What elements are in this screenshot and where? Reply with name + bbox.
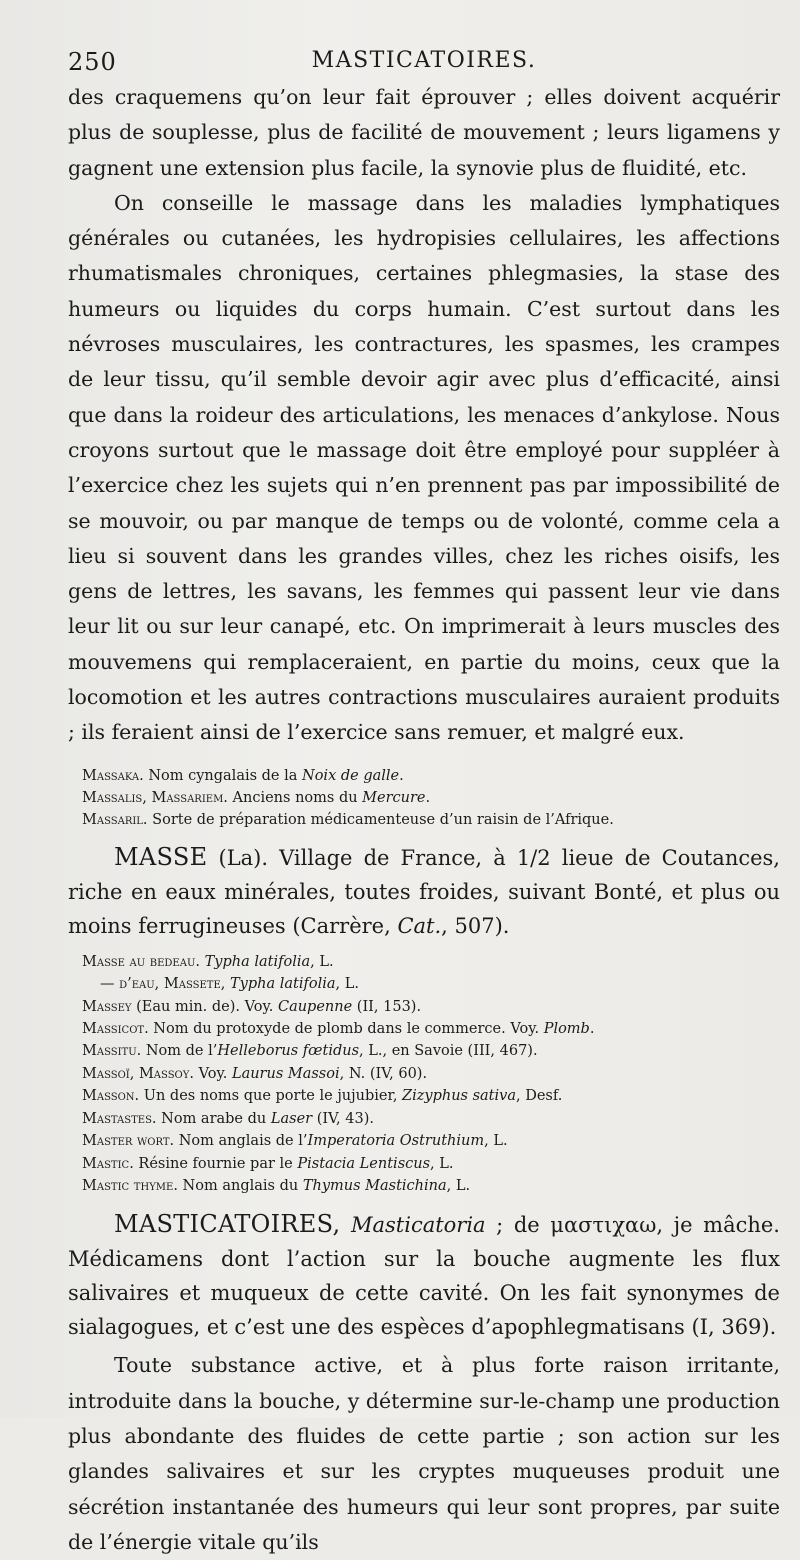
dictionary-entry (68, 973, 780, 995)
entry-italic: Laurus Massoi (231, 1065, 340, 1082)
dictionary-entry (68, 1063, 780, 1085)
entry-italic: Typha latifolia (230, 976, 336, 993)
dictionary-entry (68, 1040, 780, 1062)
entry-headword: Massoï, Massoy. (82, 1065, 194, 1082)
dictionary-entry (68, 809, 780, 831)
entry-tail: , L. (310, 953, 334, 970)
entry-headword: Massicot. (82, 1021, 149, 1038)
entry-group-masse (68, 951, 780, 1197)
entry-italic: Helleborus fœtidus (217, 1043, 360, 1060)
entry-tail: , L., en Savoie (III, 467). (359, 1043, 538, 1060)
entry-text: Un des noms que porte le jujubier, (139, 1088, 403, 1105)
running-head: MASTICATOIRES. (311, 48, 537, 73)
entry-italic: Pistacia Lentiscus (297, 1155, 431, 1172)
entry-italic: Masticatoria (340, 1213, 486, 1238)
entry-headword: Master wort. (82, 1133, 175, 1150)
entry-italic: Thymus Mastichina (302, 1177, 447, 1194)
dictionary-entry (68, 1153, 780, 1175)
page-number: 250 (68, 48, 117, 76)
entry-text: Nom anglais du (177, 1177, 303, 1194)
entry-tail: , N. (IV, 60). (339, 1065, 428, 1082)
entry-tail: (IV, 43). (312, 1110, 374, 1127)
entry-masse (68, 840, 780, 943)
entry-headword: Massaril. (82, 812, 148, 829)
entry-headword: Massaka. (82, 767, 144, 784)
entry-italic: Noix de galle (302, 767, 400, 784)
entry-italic: Zizyphus sativa (402, 1088, 516, 1105)
paragraph-bottom: Toute substance active, et à plus forte raison irritante, introduite dans la bouche, y détermine sur-le-champ une production plus abondante des fluides de cette partie ; son action sur les glandes salivaires et sur les cryptes muqueuses produit une sécrétion instantanée des humeurs qui leur sont propres, par suite de l’énergie vitale qu’ils (68, 1353, 780, 1554)
dictionary-entry (68, 1018, 780, 1040)
dictionary-entry (68, 1085, 780, 1107)
dictionary-entry (68, 996, 780, 1018)
entry-headword: MASSE (114, 842, 208, 871)
entry-text: Nom de l’ (141, 1043, 218, 1060)
entry-tail: . (425, 790, 431, 807)
entry-text: Résine fournie par le (133, 1155, 298, 1172)
entry-text: Nom anglais de l’ (174, 1133, 308, 1150)
entry-headword: Massey (82, 998, 132, 1015)
entry-tail: . (399, 767, 404, 784)
entry-italic: Typha latifolia (204, 953, 311, 970)
entry-text: Nom arabe du (156, 1110, 271, 1127)
entry-text: Sorte de préparation médicamenteuse d’un raisin de l’Afrique. (147, 812, 614, 829)
entry-text: Voy. (193, 1065, 232, 1082)
entry-italic: Mercure (362, 790, 426, 807)
entry-tail: , Desf. (516, 1088, 563, 1105)
entry-headword: — d’eau, Massete, (100, 976, 226, 993)
entry-headword: Masson. (82, 1088, 140, 1105)
entry-group-massaka (68, 765, 780, 832)
entry-headword: Massalis, Massariem. (82, 790, 228, 807)
entry-headword: Mastastes. (82, 1110, 157, 1127)
entry-text: Anciens noms du (227, 790, 363, 807)
entry-tail: , L. (446, 1177, 471, 1194)
entry-tail: , L. (430, 1155, 454, 1172)
entry-tail: (II, 153). (352, 998, 422, 1015)
entry-text: (Eau min. de). Voy. (131, 998, 278, 1015)
paragraph-massage: On conseille le massage dans les maladies lymphatiques générales ou cutanées, les hydropisies cellulaires, les affections rhumatismales chroniques, certaines phlegmasies, la stase des humeurs ou liquides du corps humain. C’est surtout dans les névroses musculaires, les contractures, les spasmes, les crampes de leur tissu, qu’il semble devoir agir avec plus d’efficacité, ainsi que dans la roideur des articulations, les menaces d’ankylose. Nous croyons surtout que le massage doit être employé pour suppléer à l’exercice chez les sujets qui n’en prennent pas par impossibilité de se mouvoir, ou par manque de temps ou de volonté, comme cela a lieu si souvent dans les grandes villes, chez les riches oisifs, les gens de lettres, les savans, les femmes qui passent leur vie dans leur lit ou sur leur canapé, etc. On imprimerait à leurs muscles des mouvemens qui remplaceraient, en partie du moins, ceux que la locomotion et les autres contractions musculaires auraient produits ; ils feraient ainsi de l’exercice sans remuer, et malgré eux. (68, 190, 780, 745)
entry-tail: , L. (335, 976, 359, 993)
dictionary-entry (68, 787, 780, 809)
dictionary-entry (68, 951, 780, 973)
page-header (68, 44, 780, 78)
entry-italic: Imperatoria Ostruthium (307, 1133, 485, 1150)
paragraph-continuation: des craquemens qu’on leur fait éprouver ; elles doivent acquérir plus de souplesse, plus de facilité de mouvement ; leurs ligamens y gagnent une extension plus facile, la synovie plus de fluidité, etc. (68, 85, 780, 180)
entry-tail: , 507). (441, 913, 510, 938)
dictionary-entry (68, 1175, 780, 1197)
entry-italic: Plomb (543, 1021, 590, 1038)
page-body (68, 80, 780, 1560)
entry-headword: Masse au bedeau. (82, 953, 200, 970)
dictionary-entry (68, 1108, 780, 1130)
entry-text: (La). Village de France, à 1/2 lieue de Coutances, riche en eaux minérales, toutes froides, suivant Bonté, et plus ou moins ferrugineuses (Carrère, (68, 845, 780, 938)
dictionary-entry (68, 765, 780, 787)
entry-text: Nom cyngalais de la (143, 767, 303, 784)
dictionary-entry (68, 1130, 780, 1152)
entry-headword: Mastic. (82, 1155, 134, 1172)
entry-italic: Laser (270, 1110, 313, 1127)
entry-tail: , L. (484, 1133, 508, 1150)
entry-text: ; de μαστιχαω, je mâche. Médicamens dont l’action sur la bouche augmente les flux salivaires et muqueux de cette cavité. On les fait synonymes de sialagogues, et c’est une des espèces d’apophlegmatisans (I, 369). (68, 1213, 780, 1340)
entry-text: Nom du protoxyde de plomb dans le commerce. Voy. (148, 1021, 544, 1038)
entry-tail: . (589, 1021, 595, 1038)
entry-headword: Mastic thyme. (82, 1177, 178, 1194)
entry-masticatoires (68, 1207, 780, 1344)
entry-italic: Caupenne (277, 998, 353, 1015)
entry-headword: Massitu. (82, 1043, 142, 1060)
entry-italic: Cat. (397, 913, 442, 938)
entry-headword: MASTICATOIRES, (114, 1210, 341, 1239)
